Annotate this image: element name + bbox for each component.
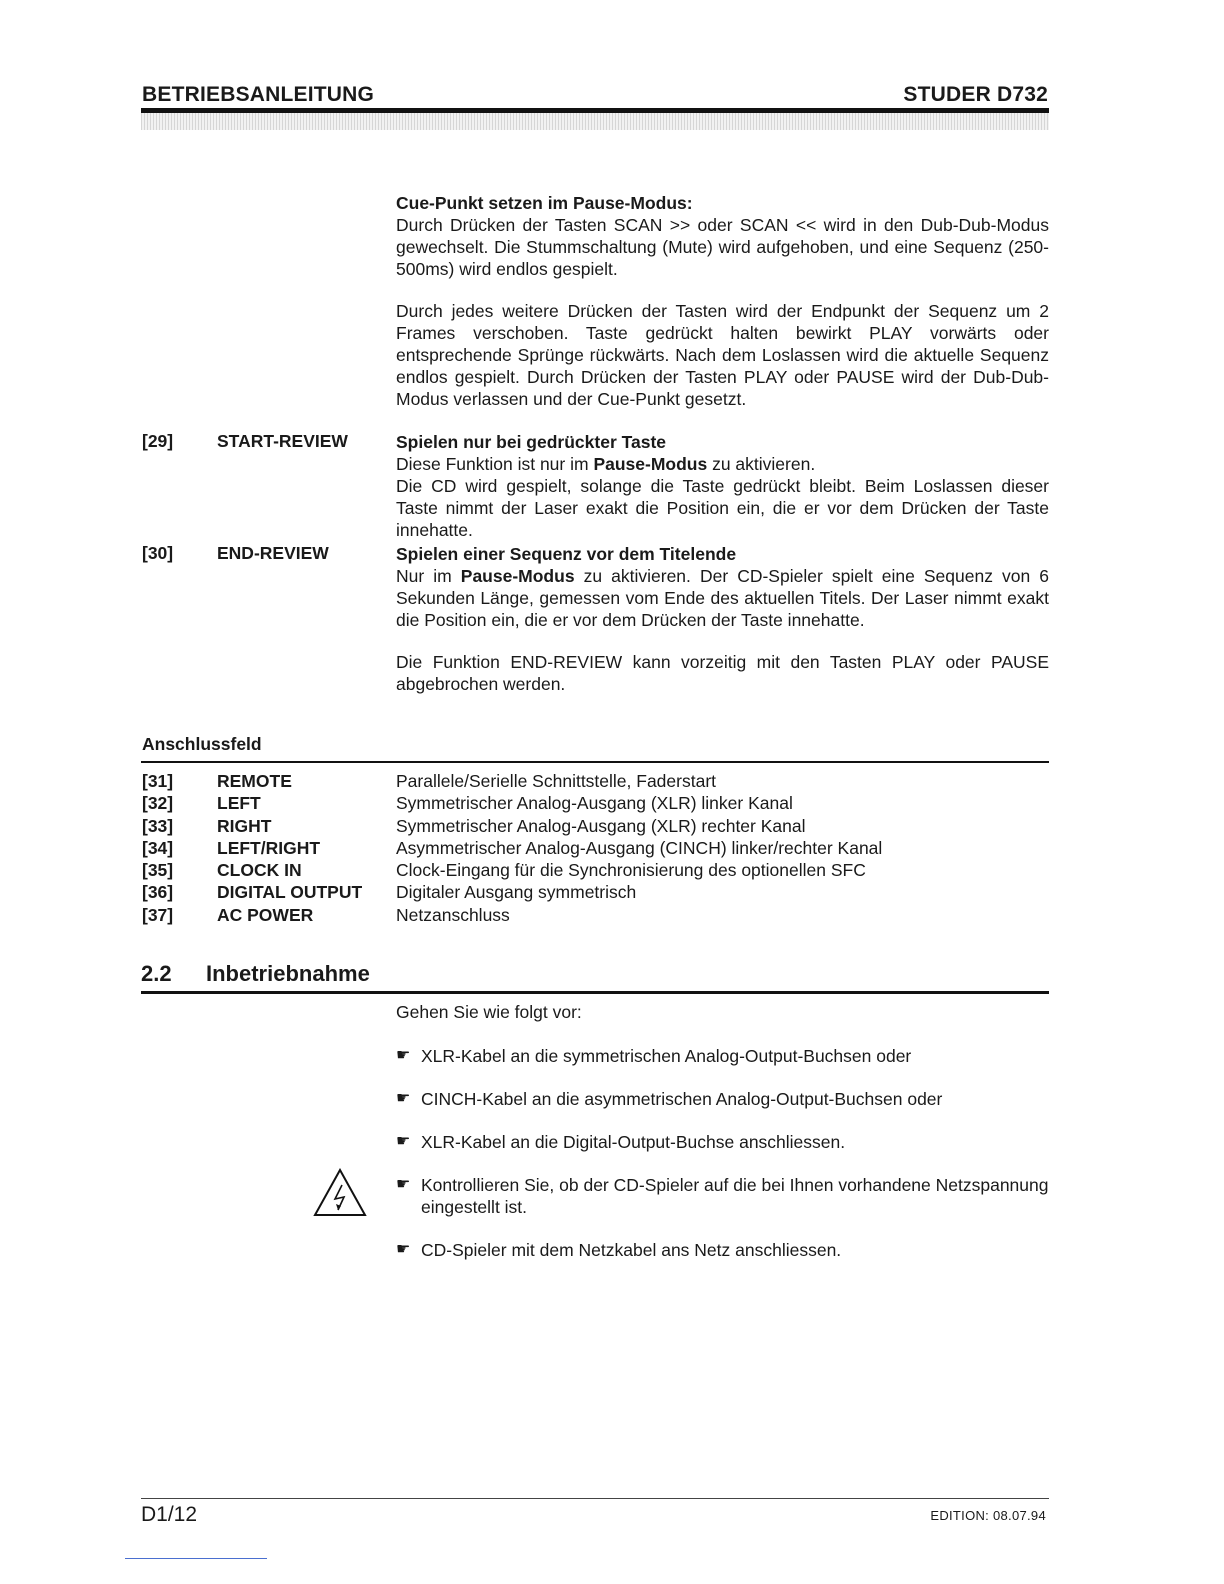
connection-key: AC POWER (217, 904, 314, 925)
connection-key: RIGHT (217, 815, 272, 836)
item-number: [30] (142, 543, 174, 563)
edition-date: EDITION: 08.07.94 (930, 1508, 1046, 1523)
connection-number: [36] (142, 882, 174, 903)
table-row (142, 770, 1049, 792)
connection-key: REMOTE (217, 771, 292, 791)
cue-title: Cue-Punkt setzen im Pause-Modus: (396, 193, 693, 213)
cue-paragraph-2: Durch jedes weitere Drücken der Tasten wird der Endpunkt der Sequenz um 2 Frames verschoben. Taste gedrückt halten bewirkt PLAY vorwärts oder entsprechende Sprünge rückwärts. Nach dem Loslassen wird die aktuelle Sequenz endlos gespielt. Durch Drücken der Tasten PLAY oder PAUSE wird der Dub-Dub-Modus verlassen und der Cue-Punkt gesetzt. (396, 301, 1049, 409)
section-title: Inbetriebnahme (206, 961, 370, 986)
section-rule (141, 991, 1049, 994)
connection-number: [31] (142, 771, 174, 791)
high-voltage-warning-icon (313, 1168, 367, 1218)
item-30-description: Spielen einer Sequenz vor dem Titelende Nur im Pause-Modus zu aktivieren. Der CD-Spieler spielt eine Sequenz von 6 Sekunden Länge, gemessen vom Ende des aktuellen Titels. Der Laser nimmt exakt die Position ein, die er vor dem Drücken der Taste innehatte. (396, 544, 1050, 630)
item-key: START-REVIEW (217, 431, 348, 451)
table-row (142, 815, 1049, 837)
header-bar (141, 108, 1049, 130)
connection-description: Digitaler Ausgang symmetrisch (396, 882, 637, 903)
list-item: ☛ XLR-Kabel an die Digital-Output-Buchse anschliessen. (396, 1132, 846, 1152)
connection-number: [37] (142, 904, 174, 925)
list-item: ☛ CD-Spieler mit dem Netzkabel ans Netz anschliessen. (396, 1240, 842, 1260)
connection-number: [32] (142, 793, 174, 814)
connections-title: Anschlussfeld (142, 734, 262, 754)
list-item: ☛ Kontrollieren Sie, ob der CD-Spieler auf die bei Ihnen vorhandene Netzspannung eingestellt ist. (396, 1175, 1049, 1217)
scan-artifact-line (125, 1558, 267, 1559)
connection-key: DIGITAL OUTPUT (217, 882, 363, 903)
table-row (142, 837, 1049, 859)
connection-key: CLOCK IN (217, 860, 302, 881)
connection-description: Symmetrischer Analog-Ausgang (XLR) linker Kanal (396, 793, 793, 814)
connection-key: LEFT (217, 793, 261, 814)
section-rule (141, 761, 1049, 763)
cue-paragraph-1: Durch Drücken der Tasten SCAN >> oder SCAN << wird in den Dub-Dub-Modus gewechselt. Die Stummschaltung (Mute) wird aufgehoben, und eine Sequenz (250-500ms) wird endlos gespielt. (396, 215, 1049, 279)
item-title: Spielen nur bei gedrückter Taste (396, 432, 667, 452)
header-title: BETRIEBSANLEITUNG (142, 83, 375, 106)
pointing-hand-icon: ☛ (396, 1090, 411, 1107)
cue-block (396, 192, 1049, 280)
pointing-hand-icon: ☛ (396, 1133, 411, 1150)
connection-number: [34] (142, 837, 174, 858)
connection-description: Clock-Eingang für die Synchronisierung des optionellen SFC (396, 860, 866, 881)
pointing-hand-icon: ☛ (396, 1176, 411, 1193)
connection-description: Parallele/Serielle Schnittstelle, Faderstart (396, 771, 717, 791)
page-number: D1/12 (141, 1503, 198, 1526)
item-key: END-REVIEW (217, 543, 329, 563)
section-intro: Gehen Sie wie folgt vor: (396, 1002, 582, 1022)
connection-number: [35] (142, 860, 174, 881)
item-30-paragraph-2: Die Funktion END-REVIEW kann vorzeitig mit den Tasten PLAY oder PAUSE abgebrochen werden. (396, 652, 1049, 694)
item-title: Spielen einer Sequenz vor dem Titelende (396, 544, 737, 564)
connection-description: Asymmetrischer Analog-Ausgang (CINCH) linker/rechter Kanal (396, 837, 883, 858)
list-item: ☛ XLR-Kabel an die symmetrischen Analog-Output-Buchsen oder (396, 1046, 912, 1066)
item-number: [29] (142, 431, 174, 451)
section-number: 2.2 (141, 961, 172, 986)
item-29-description: Spielen nur bei gedrückter Taste Diese Funktion ist nur im Pause-Modus zu aktivieren. Die CD wird gespielt, solange die Taste gedrückt bleibt. Beim Loslassen dieser Taste nimmt der Laser exakt die Position ein, die er vor dem Drücken der Taste innehatte. (396, 432, 1049, 540)
connections-table (142, 770, 1049, 926)
connection-key: LEFT/RIGHT (217, 837, 321, 858)
table-row (142, 792, 1049, 814)
table-row (142, 859, 1049, 881)
list-item: ☛ CINCH-Kabel an die asymmetrischen Analog-Output-Buchsen oder (396, 1089, 943, 1109)
table-row (142, 904, 1049, 926)
connection-description: Netzanschluss (396, 904, 510, 925)
connection-number: [33] (142, 815, 174, 836)
pointing-hand-icon: ☛ (396, 1241, 411, 1258)
footer-rule (141, 1498, 1049, 1499)
pointing-hand-icon: ☛ (396, 1047, 411, 1064)
connection-description: Symmetrischer Analog-Ausgang (XLR) rechter Kanal (396, 815, 806, 836)
header-product: STUDER D732 (903, 83, 1048, 106)
table-row (142, 881, 1049, 903)
